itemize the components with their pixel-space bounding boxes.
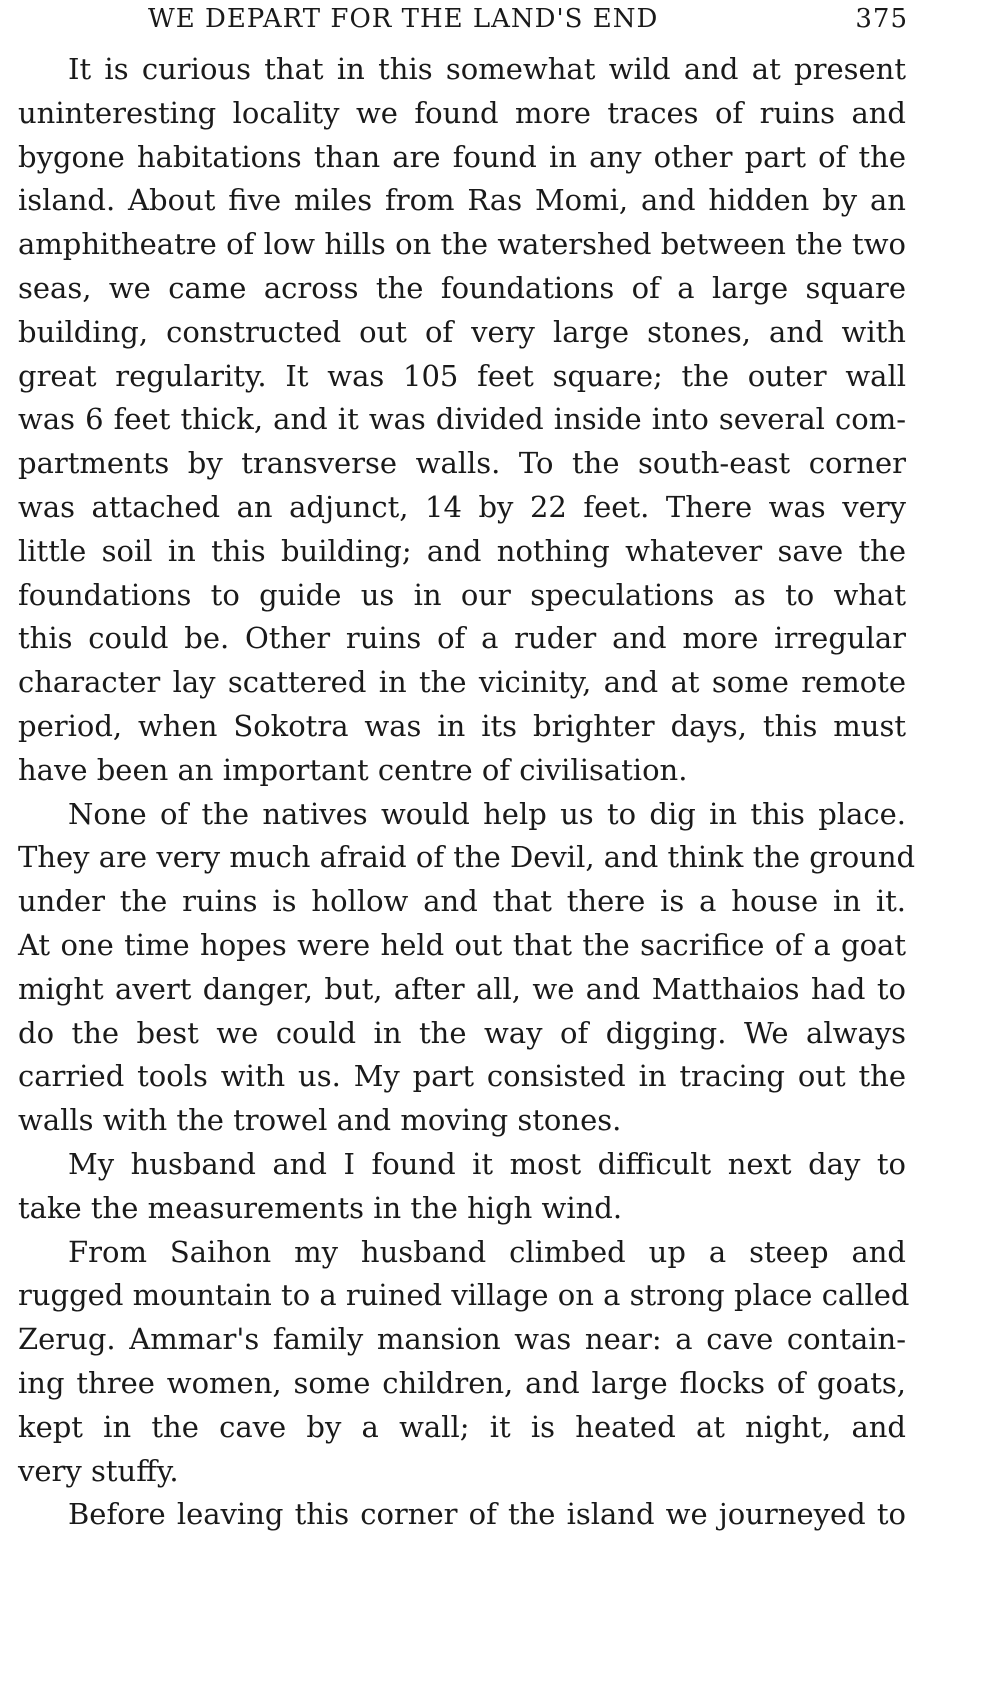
text-line: have been an important centre of civilisation. bbox=[18, 752, 688, 787]
text-line: ing three women, some children, and large flocks of goats, bbox=[18, 1365, 906, 1400]
text-line: partments by transverse walls. To the south-east corner bbox=[18, 446, 906, 481]
paragraph-4 bbox=[18, 1231, 910, 1494]
text-line: At one time hopes were held out that the sacrifice of a goat bbox=[18, 927, 906, 962]
paragraph-1 bbox=[18, 48, 906, 793]
paragraph-3 bbox=[18, 1143, 906, 1231]
text-line: Zerug. Ammar's family mansion was near: a cave contain- bbox=[18, 1322, 906, 1357]
text-line: character lay scattered in the vicinity, and at some remote bbox=[18, 665, 906, 700]
text-line: do the best we could in the way of digging. We always bbox=[18, 1015, 906, 1050]
text-line: was 6 feet thick, and it was divided inside into several com- bbox=[18, 402, 906, 437]
text-line: carried tools with us. My part consisted in tracing out the bbox=[18, 1059, 906, 1094]
text-line: amphitheatre of low hills on the watershed between the two bbox=[18, 227, 906, 262]
text-line: Before leaving this corner of the island we journeyed to bbox=[68, 1497, 906, 1532]
text-line: under the ruins is hollow and that there is a house in it. bbox=[18, 884, 906, 919]
text-line: They are very much afraid of the Devil, and think the ground bbox=[18, 840, 916, 875]
running-title: WE DEPART FOR THE LAND'S END bbox=[148, 4, 659, 34]
text-line: rugged mountain to a ruined village on a strong place called bbox=[18, 1278, 910, 1313]
text-line: walls with the trowel and moving stones. bbox=[18, 1103, 622, 1138]
text-line: building, constructed out of very large stones, and with bbox=[18, 314, 906, 349]
text-line: bygone habitations than are found in any other part of the bbox=[18, 139, 906, 174]
text-line: take the measurements in the high wind. bbox=[18, 1190, 623, 1225]
text-line: island. About five miles from Ras Momi, and hidden by an bbox=[18, 183, 906, 218]
text-line: period, when Sokotra was in its brighter days, this must bbox=[18, 708, 906, 743]
running-head bbox=[18, 0, 906, 48]
page-number: 375 bbox=[855, 4, 908, 34]
text-line: uninteresting locality we found more traces of ruins and bbox=[18, 95, 906, 130]
book-page bbox=[18, 0, 916, 1695]
text-line: might avert danger, but, after all, we and Matthaios had to bbox=[18, 971, 906, 1006]
paragraph-2 bbox=[18, 793, 916, 1143]
text-line: From Saihon my husband climbed up a steep and bbox=[68, 1234, 906, 1269]
text-line: very stuffy. bbox=[18, 1453, 179, 1488]
text-line: It is curious that in this somewhat wild and at present bbox=[68, 52, 906, 86]
text-line: this could be. Other ruins of a ruder and more irregular bbox=[18, 621, 906, 656]
text-line: was attached an adjunct, 14 by 22 feet. There was very bbox=[18, 489, 906, 524]
text-line: great regularity. It was 105 feet square; the outer wall bbox=[18, 358, 906, 393]
text-line: My husband and I found it most difficult next day to bbox=[68, 1146, 906, 1181]
text-line: seas, we came across the foundations of a large square bbox=[18, 270, 906, 305]
text-line: None of the natives would help us to dig in this place. bbox=[68, 796, 906, 831]
paragraph-5 bbox=[18, 1493, 906, 1537]
text-line: kept in the cave by a wall; it is heated at night, and bbox=[18, 1409, 906, 1444]
text-line: little soil in this building; and nothing whatever save the bbox=[18, 533, 906, 568]
text-line: foundations to guide us in our speculations as to what bbox=[18, 577, 906, 612]
